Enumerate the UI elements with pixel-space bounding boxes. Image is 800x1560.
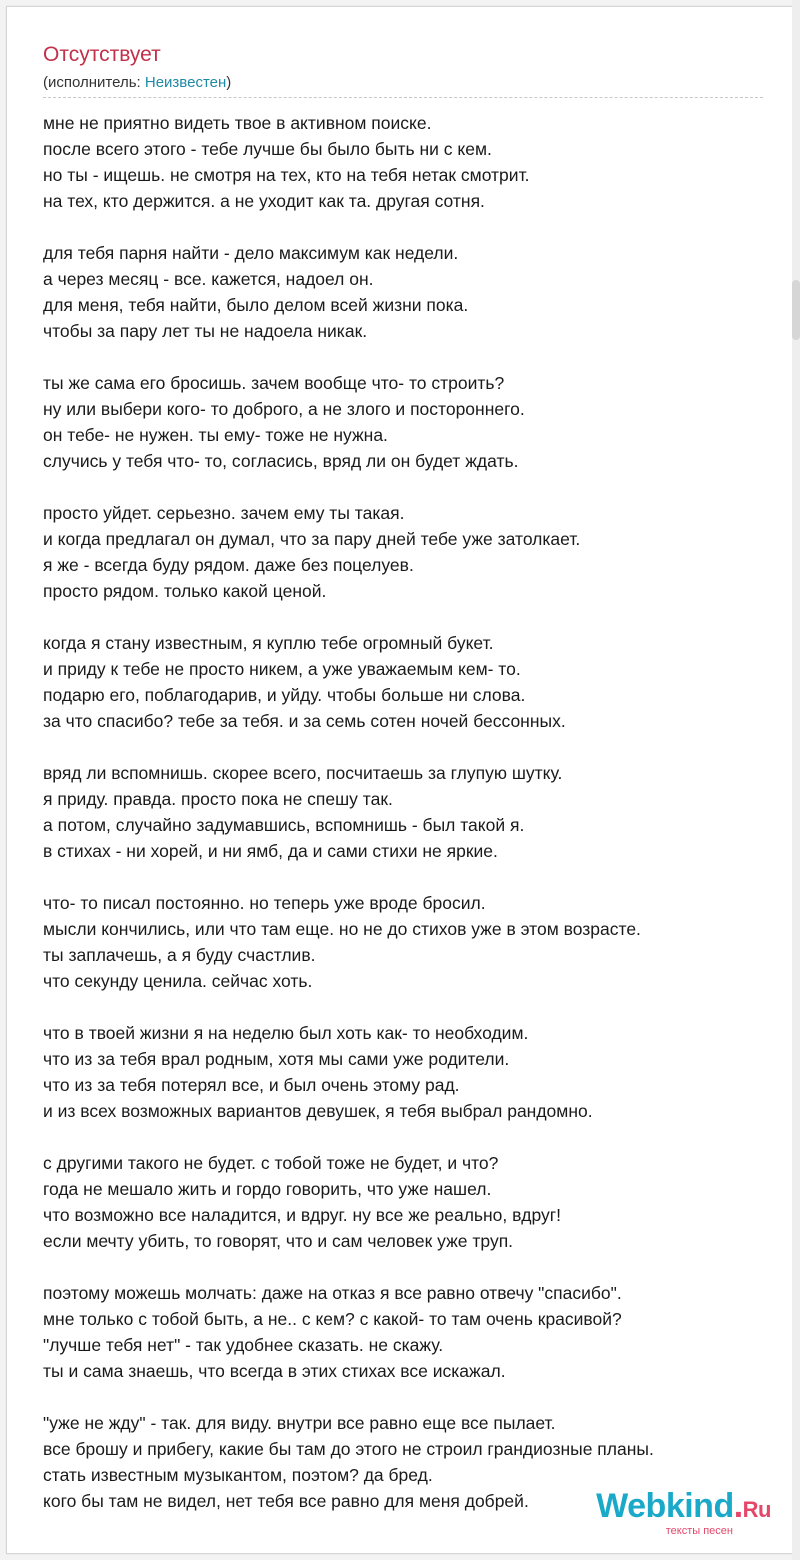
lyrics-line: что- то писал постоянно. но теперь уже вроде бросил.: [43, 893, 486, 913]
lyrics-line: все брошу и прибегу, какие бы там до этого не строил грандиозные планы.: [43, 1439, 654, 1459]
lyrics-line: "лучше тебя нет" - так удобнее сказать. не скажу.: [43, 1335, 444, 1355]
lyrics-line: просто уйдет. серьезно. зачем ему ты такая.: [43, 503, 405, 523]
lyrics-stanza: [43, 240, 783, 344]
lyrics-line: я приду. правда. просто пока не спешу так.: [43, 789, 393, 809]
scrollbar-thumb[interactable]: [792, 280, 800, 340]
lyrics-stanza: [43, 1020, 783, 1124]
lyrics-line: когда я стану известным, я куплю тебе огромный букет.: [43, 633, 494, 653]
lyrics-line: что из за тебя потерял все, и был очень этому рад.: [43, 1075, 460, 1095]
lyrics-line: после всего этого - тебе лучше бы было быть ни с кем.: [43, 139, 492, 159]
lyrics-line: что из за тебя врал родным, хотя мы сами уже родители.: [43, 1049, 510, 1069]
lyrics-line: "уже не жду" - так. для виду. внутри все равно еще все пылает.: [43, 1413, 556, 1433]
lyrics-line: на тех, кто держится. а не уходит как та. другая сотня.: [43, 191, 485, 211]
lyrics-line: случись у тебя что- то, согласись, вряд ли он будет ждать.: [43, 451, 519, 471]
webkind-watermark: [588, 1487, 775, 1537]
lyrics-line: мне не приятно видеть твое в активном поиске.: [43, 113, 432, 133]
lyrics-line: ты же сама его бросишь. зачем вообще что- то строить?: [43, 373, 505, 393]
lyrics-line: в стихах - ни хорей, и ни ямб, да и сами стихи не яркие.: [43, 841, 498, 861]
lyrics-line: он тебе- не нужен. ты ему- тоже не нужна.: [43, 425, 388, 445]
lyrics-line: я же - всегда буду рядом. даже без поцелуев.: [43, 555, 414, 575]
lyrics-line: и когда предлагал он думал, что за пару дней тебе уже затолкает.: [43, 529, 581, 549]
lyrics-line: если мечту убить, то говорят, что и сам человек уже труп.: [43, 1231, 514, 1251]
watermark-name: Webkind: [596, 1487, 734, 1525]
lyrics-line: кого бы там не видел, нет тебя все равно для меня добрей.: [43, 1491, 529, 1511]
lyrics-line: стать известным музыкантом, поэтом? да бред.: [43, 1465, 433, 1485]
watermark-logo: [596, 1489, 771, 1527]
artist-byline: [43, 73, 231, 93]
lyrics-line: и приду к тебе не просто никем, а уже уважаемым кем- то.: [43, 659, 521, 679]
lyrics-line: что секунду ценила. сейчас хоть.: [43, 971, 313, 991]
lyrics-line: мне только с тобой быть, а не.. с кем? с какой- то там очень красивой?: [43, 1309, 622, 1329]
lyrics-stanza: [43, 890, 783, 994]
lyrics-stanza: [43, 500, 783, 604]
lyrics-line: подарю его, поблагодарив, и уйду. чтобы больше ни слова.: [43, 685, 526, 705]
lyrics-body: [43, 110, 783, 1540]
lyrics-line: а потом, случайно задумавшись, вспомнишь - был такой я.: [43, 815, 525, 835]
lyrics-line: чтобы за пару лет ты не надоела никак.: [43, 321, 368, 341]
lyrics-stanza: [43, 630, 783, 734]
lyrics-line: но ты - ищешь. не смотря на тех, кто на тебя нетак смотрит.: [43, 165, 530, 185]
lyrics-line: мысли кончились, или что там еще. но не до стихов уже в этом возрасте.: [43, 919, 641, 939]
lyrics-line: что возможно все наладится, и вдруг. ну все же реально, вдруг!: [43, 1205, 561, 1225]
lyrics-line: года не мешало жить и гордо говорить, что уже нашел.: [43, 1179, 492, 1199]
watermark-tld: Ru: [742, 1497, 771, 1522]
lyrics-line: ну или выбери кого- то доброго, а не злого и постороннего.: [43, 399, 525, 419]
byline-suffix: ): [226, 74, 232, 91]
lyrics-line: а через месяц - все. кажется, надоел он.: [43, 269, 374, 289]
watermark-tagline: тексты песен: [665, 1525, 733, 1537]
byline-prefix: (исполнитель:: [43, 74, 145, 91]
song-title: Отсутствует: [43, 43, 161, 66]
lyrics-stanza: [43, 760, 783, 864]
lyrics-line: просто рядом. только какой ценой.: [43, 581, 327, 601]
page-scrollbar[interactable]: [792, 0, 800, 1560]
lyrics-line: вряд ли вспомнишь. скорее всего, посчитаешь за глупую шутку.: [43, 763, 563, 783]
lyrics-line: для меня, тебя найти, было делом всей жизни пока.: [43, 295, 469, 315]
lyrics-stanza: [43, 110, 783, 214]
lyrics-line: что в твоей жизни я на неделю был хоть как- то необходим.: [43, 1023, 529, 1043]
lyrics-stanza: [43, 370, 783, 474]
lyrics-line: ты заплачешь, а я буду счастлив.: [43, 945, 316, 965]
lyrics-line: для тебя парня найти - дело максимум как недели.: [43, 243, 459, 263]
lyrics-line: ты и сама знаешь, что всегда в этих стихах все искажал.: [43, 1361, 506, 1381]
watermark-dot: .: [733, 1487, 743, 1525]
lyrics-stanza: [43, 1150, 783, 1254]
lyrics-line: и из всех возможных вариантов девушек, я тебя выбрал рандомно.: [43, 1101, 593, 1121]
lyrics-stanza: [43, 1280, 783, 1384]
lyrics-line: поэтому можешь молчать: даже на отказ я все равно отвечу "спасибо".: [43, 1283, 622, 1303]
artist-link[interactable]: Неизвестен: [144, 74, 227, 91]
title-divider: [43, 97, 763, 98]
lyrics-line: за что спасибо? тебе за тебя. и за семь сотен ночей бессонных.: [43, 711, 566, 731]
lyrics-page: [6, 6, 794, 1554]
lyrics-line: с другими такого не будет. с тобой тоже не будет, и что?: [43, 1153, 499, 1173]
